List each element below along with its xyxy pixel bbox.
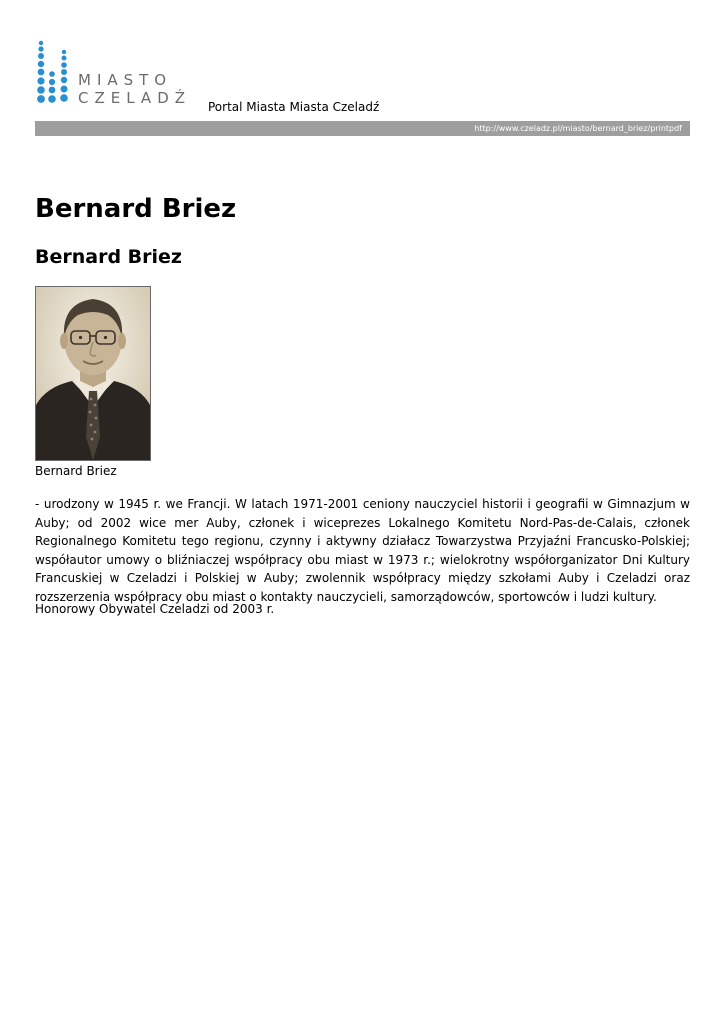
logo-text-line1: MIASTO xyxy=(78,71,173,89)
page-title: Bernard Briez xyxy=(35,194,237,224)
article-subtitle: Bernard Briez xyxy=(35,246,182,268)
portrait-photo xyxy=(35,286,151,461)
portrait-image xyxy=(36,287,150,460)
logo-text-line2: CZELADŹ xyxy=(78,89,192,107)
photo-caption: Bernard Briez xyxy=(35,464,117,478)
page-url[interactable]: http://www.czeladz.pl/miasto/bernard_briez/printpdf xyxy=(474,124,682,133)
portal-title: Portal Miasta Miasta Czeladź xyxy=(208,100,380,114)
logo-dots-icon xyxy=(36,40,72,108)
url-bar xyxy=(35,121,690,136)
city-logo xyxy=(36,40,196,108)
honorary-citizen-note: Honorowy Obywatel Czeladzi od 2003 r. xyxy=(35,602,275,616)
biography-text: - urodzony w 1945 r. we Francji. W latach 1971-2001 ceniony nauczyciel historii i geografii w Gimnazjum w Auby; od 2002 wice mer Auby, członek i wiceprezes Lokalnego Komitetu Nord-Pas-de-Calais, członek Regionalnego Komitetu tego regionu, czynny i aktywny działacz Towarzystwa Przyjaźni Francusko-Polskiej; współautor umowy o bliźniaczej współpracy obu miast w 1973 r.; wielokrotny współorganizator Dni Kultury Francuskiej w Czeladzi i Polskiej w Auby; zwolennik współpracy między szkołami Auby i Czeladzi oraz rozszerzenia współpracy obu miast o kontakty nauczycieli, samorządowców, sportowców i ludzi kultury. xyxy=(35,497,690,604)
